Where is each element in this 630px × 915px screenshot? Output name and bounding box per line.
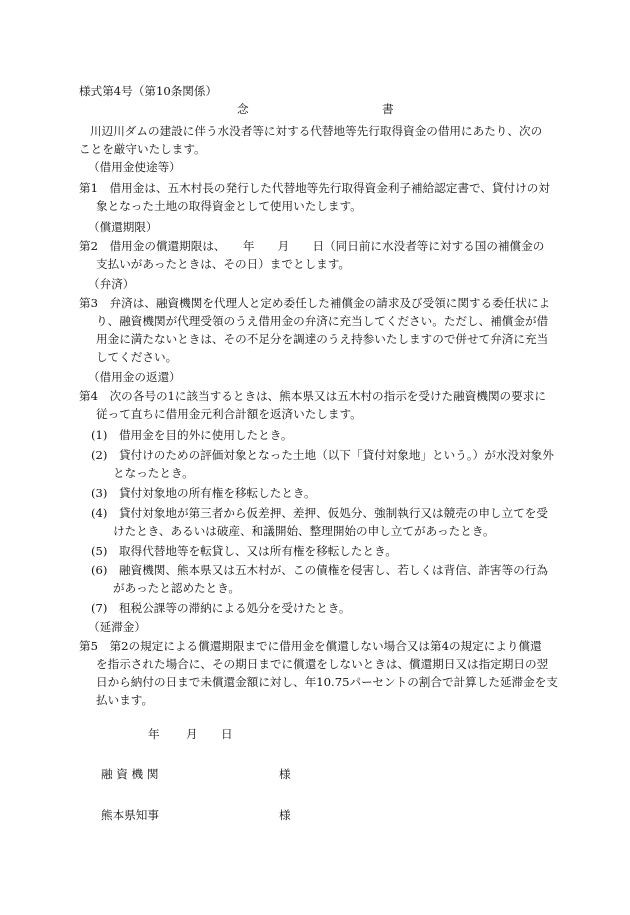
form-label: 様式第4号（第10条関係） bbox=[79, 84, 218, 98]
article3-line-1: 第3 弁済は、融資機関を代理人と定め委任した補償金の請求及び受領に関する委任状によ bbox=[79, 296, 551, 310]
governor-label: 熊本県知事 bbox=[101, 808, 159, 822]
date-year-label: 年 bbox=[148, 727, 160, 741]
article4-item-4-line-1: (4) 貸付対象地が第三者から仮差押、差押、仮処分、強制執行又は競売の申し立てを受 bbox=[91, 506, 548, 520]
article5-line-4: 払います。 bbox=[96, 693, 154, 707]
intro-line-1: 川辺川ダムの建設に伴う水没者等に対する代替地等先行取得資金の借用にあたり、次の bbox=[90, 124, 543, 138]
article1-line-2: 象となった土地の取得資金として使用いたします。 bbox=[96, 199, 362, 213]
article4-item-4-line-2: けたとき、あるいは破産、和議開始、整理開始の申し立てがあったとき。 bbox=[113, 524, 495, 538]
article4-item-6-line-1: (6) 融資機関、熊本県又は五木村が、この債権を侵害し、若しくは背信、詐害等の行為 bbox=[91, 563, 548, 577]
article4-line-2: 従って直ちに借用金元利合計額を返済いたします。 bbox=[96, 407, 362, 421]
article3-line-3: 用金に満たないときは、その不足分を調達のうえ持参いたしますので併せて弁済に充当 bbox=[96, 332, 549, 346]
article2-heading: （償還期限） bbox=[88, 220, 158, 234]
article2-line-1: 第2 借用金の償還期限は、 年 月 日（同日前に水没者等に対する国の補償金の bbox=[79, 239, 545, 253]
lender-honorific: 様 bbox=[279, 767, 291, 781]
date-month-label: 月 bbox=[186, 727, 198, 741]
article4-item-2-line-2: となったとき。 bbox=[113, 466, 194, 480]
article3-line-2: り、融資機関が代理受領のうえ借用金の弁済に充当してください。ただし、補償金が借 bbox=[96, 314, 549, 328]
article3-heading: （弁済） bbox=[88, 277, 135, 291]
governor-honorific: 様 bbox=[279, 808, 291, 822]
lender-label: 融 資 機 関 bbox=[101, 767, 159, 781]
article5-line-3: 日から納付の日まで未償還金額に対し、年10.75パーセントの割合で計算した延滞金を支 bbox=[96, 675, 558, 689]
article5-line-2: を指示された場合に、その期日までに償還をしないときは、償還期日又は指定期日の翌 bbox=[96, 657, 549, 671]
article4-item-7: (7) 租税公課等の滞納による処分を受けたとき。 bbox=[91, 601, 351, 615]
article2-line-2: 支払いがあったときは、その日）までとします。 bbox=[96, 257, 351, 271]
article4-item-5: (5) 取得代替地等を転貸し、又は所有権を移転したとき。 bbox=[91, 544, 397, 558]
article4-line-1: 第4 次の各号の1に該当するときは、熊本県又は五木村の指示を受けた融資機関の要求に bbox=[79, 389, 546, 403]
article4-item-2-line-1: (2) 貸付けのための評価対象となった土地（以下「貸付対象地」という。）が水没対象外 bbox=[91, 448, 554, 462]
article3-line-4: してください。 bbox=[96, 350, 178, 364]
article4-item-1: (1) 借用金を目的外に使用したとき。 bbox=[91, 428, 293, 442]
document-title-char-1: 念 bbox=[237, 102, 249, 116]
article5-line-1: 第5 第2の規定による償還期限までに借用金を償還しない場合又は第4の規定により償還 bbox=[79, 639, 542, 653]
article4-item-6-line-2: があったと認めたとき。 bbox=[113, 581, 240, 595]
article1-heading: （借用金使途等） bbox=[88, 160, 181, 174]
date-day-label: 日 bbox=[221, 727, 233, 741]
intro-line-2: ことを厳守いたします。 bbox=[79, 142, 206, 156]
document-title-char-2: 書 bbox=[382, 102, 394, 116]
article1-line-1: 第1 借用金は、五木村長の発行した代替地等先行取得資金利子補給認定書で、貸付けの対 bbox=[79, 181, 550, 195]
article4-heading: （借用金の返還） bbox=[88, 370, 181, 384]
article4-item-3: (3) 貸付対象地の所有権を移転したとき。 bbox=[91, 486, 316, 500]
article5-heading: （延滞金） bbox=[88, 620, 146, 634]
